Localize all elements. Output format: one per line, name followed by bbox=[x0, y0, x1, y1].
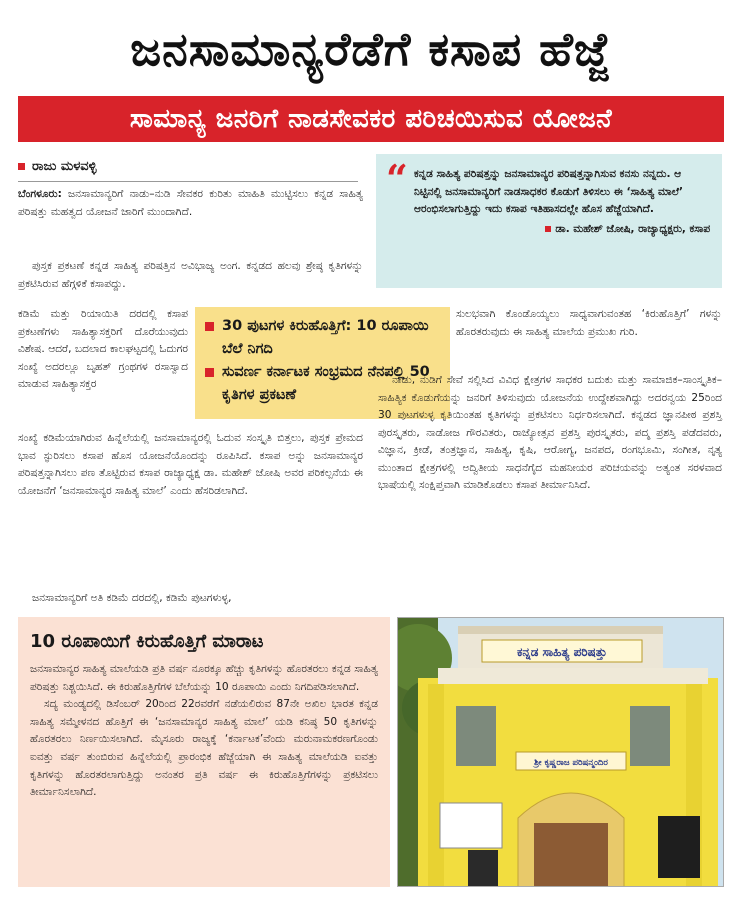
quote-mark-icon: “ bbox=[386, 156, 408, 201]
pull-quote bbox=[376, 154, 722, 288]
quote-author: ಡಾ. ಮಹೇಶ್ ಜೋಷಿ, ರಾಜ್ಯಾಧ್ಯಕ್ಷರು, ಕಸಾಪ bbox=[555, 222, 710, 235]
author-bullet-icon bbox=[545, 226, 551, 232]
divider bbox=[18, 181, 358, 182]
dateline: ಬೆಂಗಳೂರು: bbox=[18, 188, 62, 200]
byline-bullet-icon bbox=[18, 163, 25, 170]
photo-sign-lower: ಶ್ರೀ ಕೃಷ್ಣರಾಜ ಪರಿಷನ್ಮಂದಿರ bbox=[534, 758, 608, 768]
quote-author-line bbox=[414, 221, 710, 239]
article-paragraph-3: ಜನಸಾಮಾನ್ಯರಿಗೆ ಅತಿ ಕಡಿಮೆ ದರದಲ್ಲಿ, ಕಡಿಮೆ ಪುಟಗಳುಳ್ಳ, bbox=[32, 592, 232, 604]
headline: ಜನಸಾಮಾನ್ಯರೆಡೆಗೆ ಕಸಾಪ ಹೆಜ್ಜೆ bbox=[130, 22, 611, 76]
highlight-bullet-icon bbox=[205, 368, 214, 377]
building-illustration bbox=[398, 618, 724, 887]
highlight-bullet-icon bbox=[205, 322, 214, 331]
sidebar-text: ಜನಸಾಮಾನ್ಯರ ಸಾಹಿತ್ಯ ಮಾಲೆಯಡಿ ಪ್ರತಿ ವರ್ಷ ನೂರಕ್ಕೂ ಹೆಚ್ಚು ಕೃತಿಗಳನ್ನು ಹೊರತರಲು ಕನ್ನಡ ಸಾಹಿತ್ಯ ಪರಿಷತ್ತು ನಿಶ್ಚಯಿಸಿದೆ. ಈ ಕಿರುಹೊತ್ತಿಗೆಗಳ ಬೆಲೆಯನ್ನು 10 ರೂಪಾಯಿ ಎಂದು ನಿಗದಿಪಡಿಸಲಾಗಿದೆ. ಸದ್ಯ ಮಂಡ್ಯದಲ್ಲಿ ಡಿಸೆಂಬರ್ 20ರಿಂದ 22ರವರೆಗೆ ನಡೆಯಲಿರುವ 87ನೇ ಅಖಿಲ ಭಾರತ ಕನ್ನಡ ಸಾಹಿತ್ಯ ಸಮ್ಮೇಳನದ ಹೊತ್ತಿಗೆ ಈ ‘ಜನಸಾಮಾನ್ಯರ ಸಾಹಿತ್ಯ ಮಾಲೆ’ ಯಡಿ ಕನಿಷ್ಠ 50 ಕೃತಿಗಳನ್ನು ಹೊರತರಲು ನಿರ್ಣಯಿಸಲಾಗಿದೆ. ಮೈಸೂರು ರಾಜ್ಯಕ್ಕೆ ‘ಕರ್ನಾಟಕ’ವೆಂದು ಮರುನಾಮಕರಣಗೊಂಡು ಐವತ್ತು ವರ್ಷ ತುಂಬಿರುವ ಹಿನ್ನೆಲೆಯಲ್ಲಿ ಪ್ರಾರಂಭಿಕ ಹೆಜ್ಜೆಯಾಗಿ ಈ ಸಾಹಿತ್ಯ ಮಾಲೆಯಡಿ ಐವತ್ತು ಕೃತಿಗಳನ್ನು ಹೊರತರಲಾಗುತ್ತಿದ್ದು ಅನಂತರ ಪ್ರತಿ ವರ್ಷ ಈ ಕಿರುಹೊತ್ತಿಗೆಗಳನ್ನು ಪ್ರಕಟಿಸಲು ತೀರ್ಮಾನಿಸಲಾಗಿದೆ. bbox=[30, 663, 378, 799]
article-paragraph-2b: ಕಡಿಮೆ ಮತ್ತು ರಿಯಾಯಿತಿ ದರದಲ್ಲಿ ಕಸಾಪ ಪ್ರಕಟಣೆಗಳು ಸಾಹಿತ್ಯಾಸಕ್ತರಿಗೆ ದೊರೆಯುವುದು ವಿಶೇಷ. ಆದರೆ, ಬದಲಾದ ಕಾಲಘಟ್ಟದಲ್ಲಿ ಓದುಗರ ಸಂಖ್ಯೆ ಅದರಲ್ಲೂ ಬೃಹತ್ ಗ್ರಂಥಗಳ ರಸಾಸ್ವಾದ ಮಾಡುವ ಸಾಹಿತ್ಯಾಸಕ್ತರ bbox=[18, 308, 188, 390]
quote-text: ಕನ್ನಡ ಸಾಹಿತ್ಯ ಪರಿಷತ್ತನ್ನು ಜನಸಾಮಾನ್ಯರ ಪರಿಷತ್ತನ್ನಾಗಿಸುವ ಕನಸು ನನ್ನದು. ಆ ನಿಟ್ಟಿನಲ್ಲಿ ಜನಸಾಮಾನ್ಯರಿಗೆ ನಾಡಸಾಧಕರ ಕೊಡುಗೆ ತಿಳಿಸಲು ಈ ‘ಸಾಹಿತ್ಯ ಮಾಲೆ’ ಆರಂಭಿಸಲಾಗುತ್ತಿದ್ದು ಇದು ಕಸಾಪ ಇತಿಹಾಸದಲ್ಲೇ ಹೊಸ ಹೆಜ್ಜೆಯಾಗಿದೆ. bbox=[414, 168, 684, 215]
right-paragraph-1: ಸುಲಭವಾಗಿ ಕೊಂಡೊಯ್ಯಲು ಸಾಧ್ಯವಾಗುವಂತಹ ‘ಕಿರುಹೊತ್ತಿಗೆ’ ಗಳನ್ನು ಹೊರತರುವುದು ಈ ಸಾಹಿತ್ಯ ಮಾಲೆಯ ಪ್ರಮುಖ ಗುರಿ. bbox=[456, 308, 722, 338]
highlight-item: ಸುವರ್ಣ ಕರ್ನಾಟಕ ಸಂಭ್ರಮದ ನೆನಪಲ್ಲಿ 50 ಕೃತಿಗಳ ಪ್ರಕಟಣೆ bbox=[205, 361, 440, 407]
sidebar-title: 10 ರೂಪಾಯಿಗೆ ಕಿರುಹೊತ್ತಿಗೆ ಮಾರಾಟ bbox=[30, 631, 264, 652]
article-paragraph-2: ಪುಸ್ತಕ ಪ್ರಕಟಣೆ ಕನ್ನಡ ಸಾಹಿತ್ಯ ಪರಿಷತ್ತಿನ ಅವಿಭಾಜ್ಯ ಅಂಗ. ಕನ್ನಡದ ಹಲವು ಶ್ರೇಷ್ಠ ಕೃತಿಗಳನ್ನು ಪ್ರಕಟಿಸಿರುವ ಹೆಗ್ಗಳಿಕೆ ಕಸಾಪದ್ದು. bbox=[18, 260, 363, 290]
article-intro bbox=[18, 186, 363, 221]
byline bbox=[18, 155, 97, 177]
right-paragraph-2: ನಾಡು, ನುಡಿಗೆ ಸೇವೆ ಸಲ್ಲಿಸಿದ ವಿವಿಧ ಕ್ಷೇತ್ರಗಳ ಸಾಧಕರ ಬದುಕು ಮತ್ತು ಸಾಮಾಜಿಕ–ಸಾಂಸ್ಕೃತಿಕ–ಸಾಹಿತ್ಯಿಕ ಕೊಡುಗೆಯನ್ನು ಜನರಿಗೆ ತಿಳಿಸುವುದು ಯೋಜನೆಯ ಉದ್ದೇಶವಾಗಿದ್ದು ಅದರನ್ವಯ 25ರಿಂದ 30 ಪುಟಗಳುಳ್ಳ ಕೃತಿಯಿಂತಹ ಕೃತಿಗಳನ್ನು ಪ್ರಕಟಿಸಲು ನಿರ್ಧರಿಸಲಾಗಿದೆ. ಕನ್ನಡದ ಜ್ಞಾನಪೀಠ ಪ್ರಶಸ್ತಿ ಪುರಸ್ಕೃತರು, ನಾಡೋಜ ಗೌರವಿತರು, ರಾಜ್ಯೋತ್ಸವ ಪ್ರಶಸ್ತಿ ಪುರಸ್ಕೃತರು, ಪದ್ಮ ಪ್ರಶಸ್ತಿ ಪಡೆದವರು, ವಿಜ್ಞಾನ, ಕ್ರೀಡೆ, ತಂತ್ರಜ್ಞಾನ, ಸಾಹಿತ್ಯ, ಕೃಷಿ, ಆರೋಗ್ಯ, ಜನಪದ, ರಂಗಭೂಮಿ, ಸಂಗೀತ, ನೃತ್ಯ ಮುಂತಾದ ಕ್ಷೇತ್ರಗಳಲ್ಲಿ ಅದ್ವಿತೀಯ ಸಾಧನೆಗೈದ ಮಹನೀಯರ ಪರಿಚಯವನ್ನು ಅತ್ಯಂತ ಸರಳವಾದ ಭಾಷೆಯಲ್ಲಿ ಸಂಕ್ಷಿಪ್ತವಾಗಿ ಮಾಡಿಕೊಡಲು ಕಸಾಪ ತೀರ್ಮಾನಿಸಿದೆ. bbox=[378, 374, 722, 491]
intro-paragraph: ಬೆಂಗಳೂರು: ಜನಸಾಮಾನ್ಯರಿಗೆ ನಾಡು–ನುಡಿ ಸೇವಕರ ಕುರಿತು ಮಾಹಿತಿ ಮುಟ್ಟಿಸಲು ಕನ್ನಡ ಸಾಹಿತ್ಯ ಪರಿಷತ್ತು ಮಹತ್ವದ ಯೋಜನೆ ಜಾರಿಗೆ ಮುಂದಾಗಿದೆ. bbox=[18, 188, 363, 218]
highlight-item: 30 ಪುಟಗಳ ಕಿರುಹೊತ್ತಿಗೆ: 10 ರೂಪಾಯಿ ಬೆಲೆ ನಿಗದಿ bbox=[205, 315, 440, 361]
building-photo bbox=[397, 617, 724, 887]
article-paragraph-2c: ಸಂಖ್ಯೆ ಕಡಿಮೆಯಾಗಿರುವ ಹಿನ್ನೆಲೆಯಲ್ಲಿ ಜನಸಾಮಾನ್ಯರಲ್ಲಿ ಓದುವ ಸಂಸ್ಕೃತಿ ಬಿತ್ತಲು, ಪುಸ್ತಕ ಪ್ರೇಮದ ಭಾವ ಸ್ಫುರಿಸಲು ಕಸಾಪ ಹೊಸ ಯೋಜನೆಯೊಂದನ್ನು ರೂಪಿಸಿದೆ. ಕಸಾಪ ಅನ್ನು ಜನಸಾಮಾನ್ಯರ ಪರಿಷತ್ತನ್ನಾಗಿಸಲು ಪಣ ತೊಟ್ಟಿರುವ ಕಸಾಪ ರಾಜ್ಯಾಧ್ಯಕ್ಷ ಡಾ. ಮಹೇಶ್ ಜೋಷಿ ಅವರ ಪರಿಕಲ್ಪನೆಯ ಈ ಯೋಜನೆಗೆ ‘ಜನಸಾಮಾನ್ಯರ ಸಾಹಿತ್ಯ ಮಾಲೆ’ ಎಂದು ಹೆಸರಿಡಲಾಗಿದೆ. bbox=[18, 432, 363, 497]
photo-sign-main: ಕನ್ನಡ ಸಾಹಿತ್ಯ ಪರಿಷತ್ತು bbox=[517, 645, 607, 659]
sidebar-box bbox=[18, 617, 390, 887]
subheadline-banner: ಸಾಮಾನ್ಯ ಜನರಿಗೆ ನಾಡಸೇವಕರ ಪರಿಚಯಿಸುವ ಯೋಜನೆ bbox=[18, 96, 724, 142]
byline-author: ರಾಜು ಮಳವಳ್ಳಿ bbox=[32, 158, 97, 174]
